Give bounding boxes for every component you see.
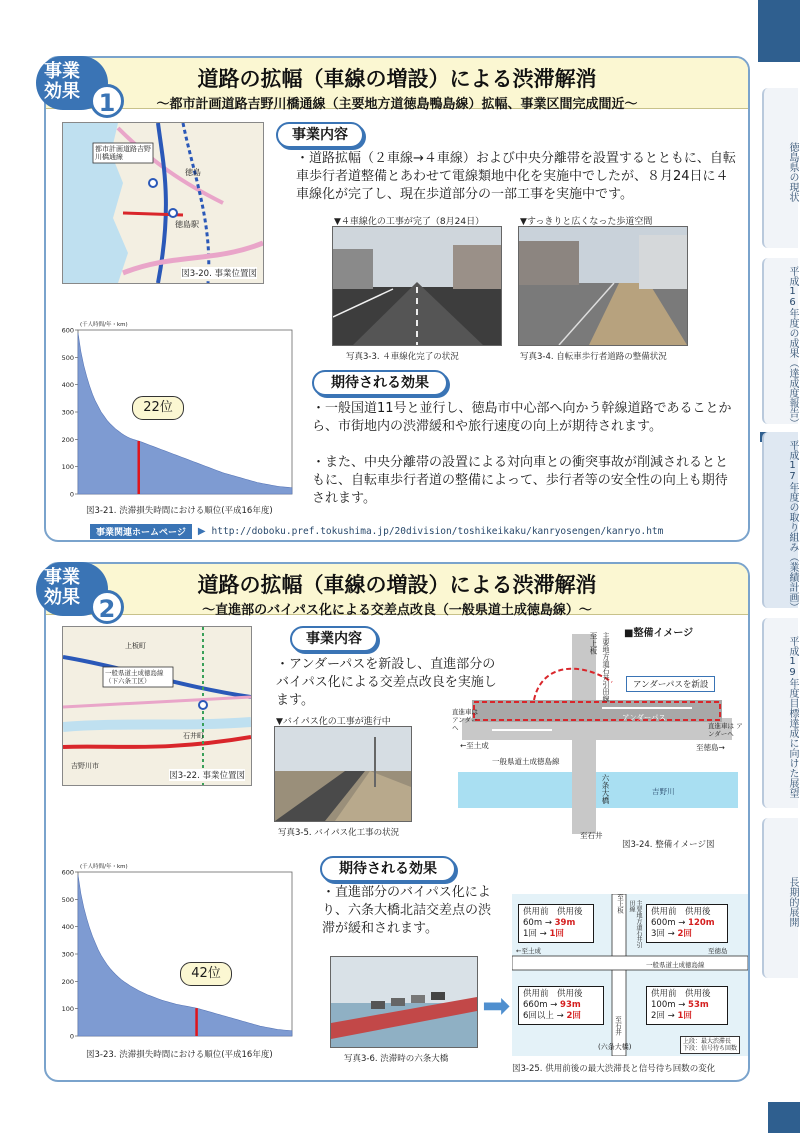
url-arrow-icon: ▶ [197, 526, 206, 537]
section2-content-text: ・アンダーパスを新設し、直進部分のバイパス化による交差点改良を実施します。 [276, 657, 497, 708]
chart2-caption: 図3-23. 渋滞損失時間における順位(平成16年度) [86, 1050, 273, 1060]
photo2-label: ▼すっきりと広くなった歩道空間 [520, 217, 653, 227]
y-tick-label: 200 [62, 435, 74, 444]
before-after-box-3: 供用前 供用後 660m → 93m 6回以上 → 2回 [518, 986, 604, 1025]
section2-location-map [62, 626, 252, 786]
section2-map-caption: 図3-22. 事業位置図 [169, 771, 245, 781]
photo2-sidewalk [518, 226, 688, 346]
side-tab-h17-plan[interactable]: 平成17年度の取り組み（業績計画） [762, 432, 798, 608]
section1-map-caption: 図3-20. 事業位置図 [181, 269, 257, 279]
section2-subtitle: ～直進部のバイパス化による交差点改良（一般県道土成徳島線）～ [202, 603, 592, 618]
d2-label-road: 一般県道土成徳島線 [646, 961, 705, 969]
section2-badge-number: 2 [90, 590, 124, 624]
section2-title: 道路の拡幅（車線の増設）による渋滞解消 [197, 573, 597, 597]
photo1-label: ▼４車線化の工事が完了（8月24日） [334, 217, 485, 227]
map-label-tokushima: 徳島 [185, 168, 201, 177]
section2-photo2-caption: 写真3-6. 渋滞時の六条大橋 [344, 1054, 449, 1064]
y-tick-label: 600 [62, 868, 74, 877]
section2-photo-label: ▼バイパス化の工事が進行中 [276, 717, 391, 727]
section1-content-text: ・道路拡幅（２車線→４車線）および中央分離帯を設置するとともに、自転車歩行者道整備とあわせて電線類地中化を実施中でしたが、８月24日に４車線化が完了し、現在歩道部分の一部工事を実施中です。 [296, 151, 736, 202]
side-top-block [758, 0, 800, 62]
d2-label-bridge: (六条大橋) [598, 1043, 632, 1051]
section1-url-link[interactable]: http://doboku.pref.tokushima.jp/20division/toshikeikaku/kanryosengen/kanryo.htm [211, 526, 664, 537]
map2-label-yoshinogawa: 吉野川市 [71, 762, 99, 770]
y-tick-label: 0 [69, 1032, 74, 1041]
d2-legend: 上段：最大渋滞長 下段：信号待ち回数 [680, 1036, 740, 1054]
side-bottom-block [768, 1102, 800, 1133]
y-tick-label: 500 [62, 895, 74, 904]
map-graphic [63, 123, 263, 283]
section2-image-diagram [452, 622, 748, 848]
map-road-label: 都市計画道路吉野川橋通線 [95, 145, 151, 161]
y-tick-label: 100 [62, 1005, 74, 1014]
y-axis-label: (千人時間/年・km) [80, 864, 128, 870]
diagram-label-to-tokushima: 至徳島→ [696, 743, 725, 752]
chart2-svg [62, 858, 298, 1044]
d2-label-to-kamiita: 至上板 [616, 894, 624, 914]
url-label: 事業関連ホームページ [90, 524, 192, 539]
d2-label-to-tokushima: 至徳島 [708, 947, 728, 955]
section1-location-map [62, 122, 264, 284]
diagram-label-to-kamiita: 至上板 [589, 632, 598, 655]
section2-badge: 事業効果 [36, 562, 108, 616]
map-label-station: 徳島駅 [175, 220, 199, 229]
chart2-rank-callout: 42位 [180, 962, 232, 986]
section2-content-heading: 事業内容 [290, 626, 378, 652]
y-tick-label: 500 [62, 353, 74, 362]
y-tick-label: 600 [62, 326, 74, 335]
chart1-container [62, 316, 298, 502]
section2-diagram2-caption: 図3-25. 供用前後の最大渋滞長と信号待ち回数の変化 [512, 1064, 716, 1074]
y-tick-label: 300 [62, 408, 74, 417]
chart1-caption: 図3-21. 渋滞損失時間における順位(平成16年度) [86, 506, 273, 516]
section2-photo-construction [274, 726, 412, 822]
diagram-label-river: 吉野川 [652, 787, 675, 796]
y-tick-label: 400 [62, 381, 74, 390]
y-tick-label: 100 [62, 463, 74, 472]
diagram-label-to-ishii: 至石井 [580, 831, 603, 840]
map2-road-label: 一般県道土成徳島線（下六条工区） [105, 669, 164, 685]
map2-label-kamiita: 上板町 [125, 642, 146, 650]
chart2-container [62, 858, 298, 1044]
diagram-label-bridge: 六条大橋 [601, 774, 610, 804]
y-tick-label: 200 [62, 977, 74, 986]
section1-subtitle: ～都市計画道路吉野川橋通線（主要地方道徳島鴨島線）拡幅、事業区間完成間近～ [156, 97, 638, 112]
diagram-label-n-road: 主要地方道石井引田線 [602, 632, 610, 702]
side-tab-h19-outlook[interactable]: 平成19年度目標達成に向けた展望 [762, 618, 798, 808]
diagram-callout-underpass-new: アンダーパスを新設 [626, 676, 715, 692]
photo2-caption: 写真3-4. 自転車歩行者道路の整備状況 [520, 352, 667, 362]
diagram-label-straight-right: 直進車は アンダーへ [708, 722, 743, 738]
side-tab-current-status[interactable]: 徳島県の現状 [762, 88, 798, 248]
section1-badge-number: 1 [90, 84, 124, 118]
photo1-road [332, 226, 502, 346]
y-axis-label: (千人時間/年・km) [80, 322, 128, 328]
d2-label-n-road: 主要地方道石井引田線 [628, 900, 642, 948]
chart1-rank-callout: 22位 [132, 396, 184, 420]
diagram-label-straight-left: 直進車は アンダーへ [452, 708, 478, 732]
section1-effect-text2: ・また、中央分離帯の設置による対向車との衝突事故が削減されるとともに、自転車歩行者道の整備によって、歩行者等の安全性の向上も期待されます。 [312, 455, 729, 506]
photo1-caption: 写真3-3. ４車線化完了の状況 [346, 352, 459, 362]
before-after-box-1: 供用前 供用後 60m → 39m 1回 → 1回 [518, 904, 594, 943]
section2-diagram-caption: 図3-24. 整備イメージ図 [622, 840, 715, 850]
section1-content-heading: 事業内容 [276, 122, 364, 148]
d2-label-to-ishii: 至石井 [614, 1016, 622, 1036]
before-after-box-2: 供用前 供用後 600m → 120m 3回 → 2回 [646, 904, 728, 943]
transition-arrow-icon: ➡ [482, 986, 511, 1026]
section2-photo-caption: 写真3-5. バイパス化工事の状況 [278, 828, 400, 838]
y-tick-label: 300 [62, 950, 74, 959]
map2-label-ishii: 石井町 [183, 732, 204, 740]
section1-badge: 事業効果 [36, 56, 108, 110]
section1-effect-heading: 期待される効果 [312, 370, 448, 396]
y-tick-label: 0 [69, 490, 74, 499]
section2-photo-bridge [330, 956, 478, 1048]
section2-titlebar [46, 564, 748, 618]
section1-titlebar [46, 58, 748, 112]
y-tick-label: 400 [62, 923, 74, 932]
diagram-label-underpass: アンダーパス [622, 713, 667, 722]
before-after-box-4: 供用前 供用後 100m → 53m 2回 → 1回 [646, 986, 728, 1025]
section1-effect-text1: ・一般国道11号と並行し、徳島市中心部へ向かう幹線道路であることから、市街地内の渋滞緩和や旅行速度の向上が期待されます。 [312, 401, 732, 434]
section2-effect-text: ・直進部分のバイパス化により、六条大橋北詰交差点の渋滞が緩和されます。 [322, 885, 492, 936]
section1-url-row [90, 524, 663, 539]
side-tab-h16-results[interactable]: 平成16年度の成果（達成度報告） [762, 258, 798, 424]
diagram-title: ■整備イメージ [624, 628, 694, 639]
section2-effect-heading: 期待される効果 [320, 856, 456, 882]
diagram-label-road-name: 一般県道土成徳島線 [492, 757, 560, 766]
section1-title: 道路の拡幅（車線の増設）による渋滞解消 [197, 67, 597, 91]
before-after-diagram [512, 894, 748, 1056]
d2-label-to-tsuchinari: ←至土成 [516, 947, 541, 955]
side-tab-long-term[interactable]: 長期的展開 [762, 818, 798, 978]
diagram-label-to-tsuchinari: ←至土成 [460, 741, 489, 750]
